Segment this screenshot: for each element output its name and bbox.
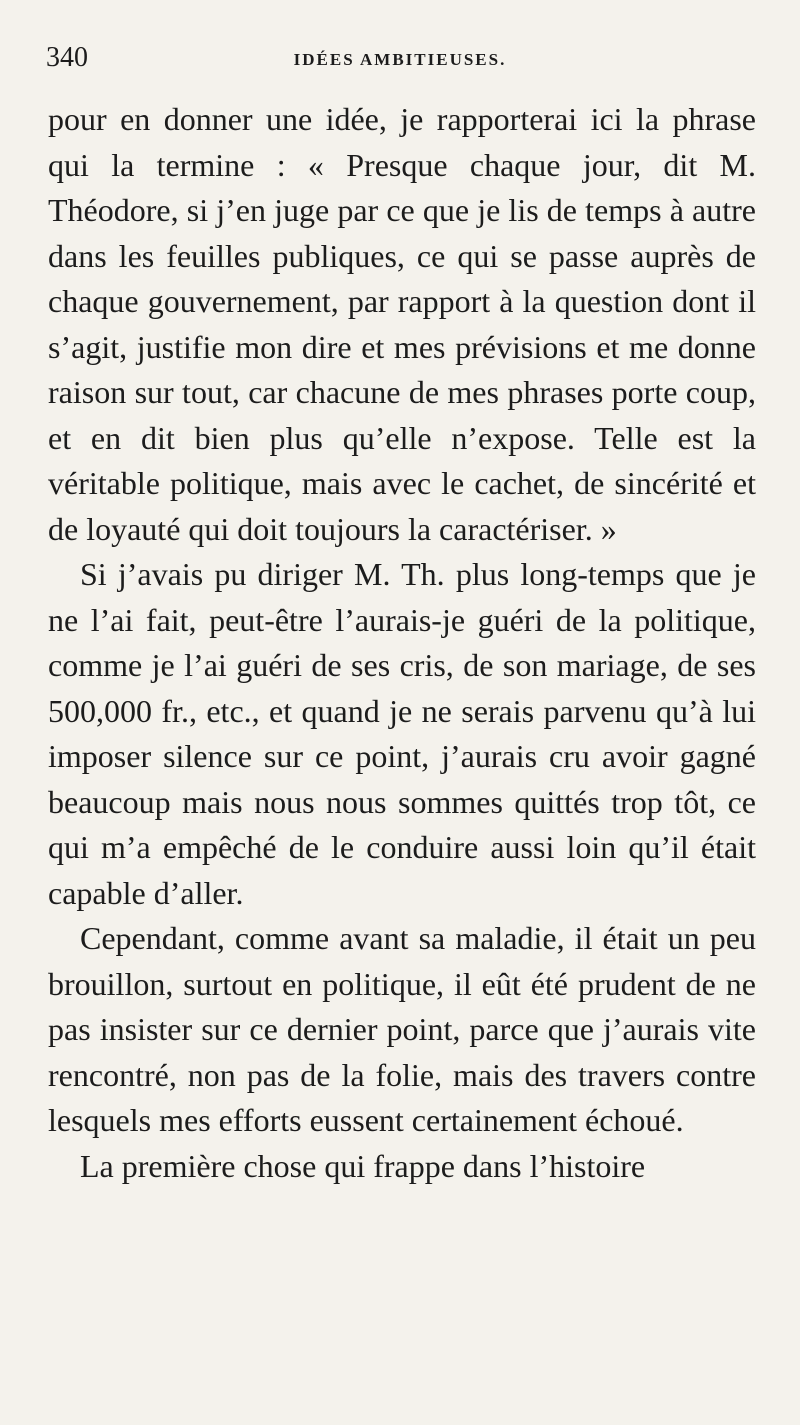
page-header (46, 42, 754, 82)
paragraph-last: La première chose qui frappe dans l’histoire (80, 1147, 646, 1184)
page-number: 340 (46, 42, 88, 73)
paragraph: Si j’avais pu diriger M. Th. plus long-temps que je ne l’ai fait, peut-être l’aurais-je guéri de la politique, comme je l’ai guéri de ses cris, de son mariage, de ses 500,000 fr., etc., et quand je ne serais parvenu qu’à lui imposer silence sur ce point, j’aurais cru avoir gagné beaucoup mais nous nous sommes quittés trop tôt, ce qui m’a empêché de le conduire aussi loin qu’il était capable d’aller. (48, 556, 756, 911)
body-text (48, 97, 756, 1189)
paragraph: Cependant, comme avant sa maladie, il était un peu brouillon, surtout en politique, il eût été prudent de ne pas insister sur ce dernier point, parce que j’aurais vite rencontré, non pas de la folie, mais des travers contre lesquels mes efforts eussent certainement échoué. (48, 920, 756, 1138)
paragraph-continuation: pour en donner une idée, je rapporterai ici la phrase qui la termine : « Presque chaque jour, dit M. Théodore, si j’en juge par ce que je lis de temps à autre dans les feuilles publiques, ce qui se passe auprès de chaque gouvernement, par rapport à la question dont il s’agit, justifie mon dire et mes prévisions et me donne raison sur tout, car chacune de mes phrases porte coup, et en dit bien plus qu’elle n’expose. Telle est la véritable politique, mais avec le cachet, de sincérité et de loyauté qui doit toujours la caractériser. » (48, 101, 756, 547)
running-head: IDÉES AMBITIEUSES. (293, 50, 507, 69)
